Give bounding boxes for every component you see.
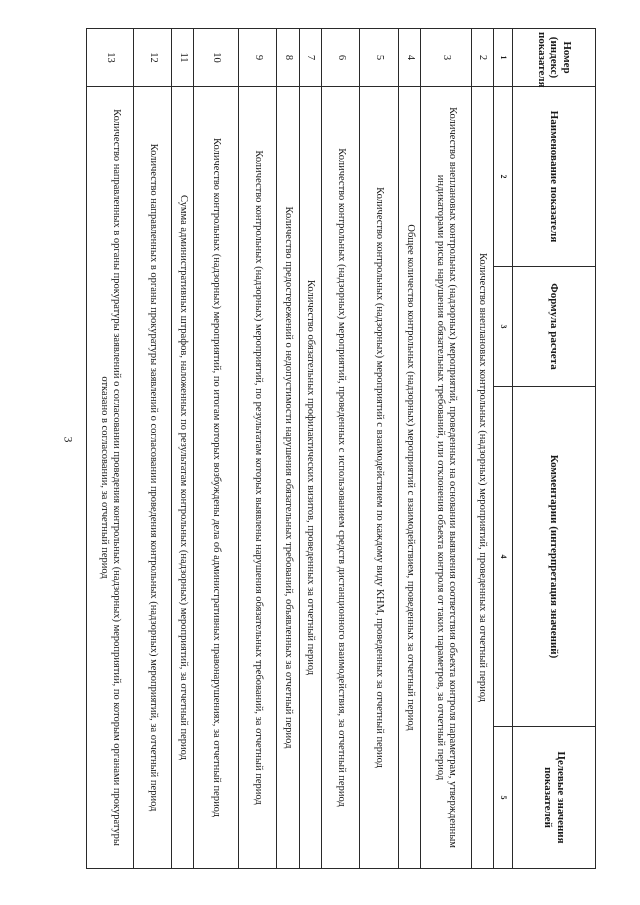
row-description: Количество предостережений о недопустимости нарушения обязательных требований, объявленных за отчетный период [277, 87, 299, 869]
row-description: Сумма административных штрафов, наложенных по результатам контрольных (надзорных) мероприятий, за отчетный период [172, 87, 194, 869]
table-row [194, 29, 239, 869]
table-row [277, 29, 299, 869]
row-number: 11 [172, 29, 194, 87]
column-index: 3 [493, 267, 512, 387]
row-number: 2 [471, 29, 493, 87]
column-index: 4 [493, 387, 512, 727]
row-number: 4 [398, 29, 420, 87]
column-index: 2 [493, 87, 512, 267]
row-description: Количество обязательных профилактических визитов, проведенных за отчетный период [299, 87, 321, 869]
row-number: 13 [87, 29, 134, 87]
column-index: 5 [493, 727, 512, 869]
table-row [321, 29, 359, 869]
row-number: 7 [299, 29, 321, 87]
row-number: 5 [360, 29, 398, 87]
header-number: Номер (индекс) показателя [513, 29, 596, 87]
indicators-table [86, 28, 596, 869]
header-target-values: Целевые значения показателей [513, 727, 596, 869]
table-row [133, 29, 171, 869]
row-description: Количество контрольных (надзорных) мероприятий, по результатам которых выявлены нарушения обязательных требований, за отчетный период [238, 87, 276, 869]
table-row [471, 29, 493, 869]
page-number: 3 [61, 436, 76, 443]
row-number: 9 [238, 29, 276, 87]
row-description: Количество внеплановых контрольных (надзорных) мероприятий, проведенных за отчетный период [471, 87, 493, 869]
row-description: Количество направленных в органы прокуратуры заявлений о согласовании проведения контрольных (надзорных) мероприятий, по которым органами прокуратуры отказано в согласовании, за отчетный период [87, 87, 134, 869]
row-description: Количество контрольных (надзорных) мероприятий, проведенных с использованием средств дистанционного взаимодействия, за отчетный период [321, 87, 359, 869]
row-number: 10 [194, 29, 239, 87]
row-number: 3 [420, 29, 471, 87]
table-row [360, 29, 398, 869]
header-name: Наименование показателя [513, 87, 596, 267]
indicators-table-frame [86, 28, 596, 868]
table-row [398, 29, 420, 869]
row-description: Общее количество контрольных (надзорных) мероприятий с взаимодействием, проведенных за отчетный период [398, 87, 420, 869]
table-header-row [513, 29, 596, 869]
row-description: Количество контрольных (надзорных) мероприятий с взаимодействием по каждому виду КНМ, проведенных за отчетный период [360, 87, 398, 869]
header-formula: Формула расчета [513, 267, 596, 387]
column-index: 1 [493, 29, 512, 87]
row-number: 8 [277, 29, 299, 87]
table-row [172, 29, 194, 869]
column-index-row [493, 29, 512, 869]
row-description: Количество контрольных (надзорных) мероприятий, по итогам которых возбуждены дела об административных правонарушениях, за отчетный период [194, 87, 239, 869]
row-number: 6 [321, 29, 359, 87]
table-row [87, 29, 134, 869]
table-row [420, 29, 471, 869]
row-description: Количество направленных в органы прокуратуры заявлений о согласовании проведения контрольных (надзорных) мероприятий, за отчетный период [133, 87, 171, 869]
header-comments: Комментарии (интерпретация значений) [513, 387, 596, 727]
table-row [238, 29, 276, 869]
row-number: 12 [133, 29, 171, 87]
table-row [299, 29, 321, 869]
row-description: Количество внеплановых контрольных (надзорных) мероприятий, проведенных на основании выявления соответствия объекта контроля параметрам, утвержденным индикаторами риска нарушения обязательных требований, или отклонения объекта контроля от таких параметров, за отчетный период [420, 87, 471, 869]
